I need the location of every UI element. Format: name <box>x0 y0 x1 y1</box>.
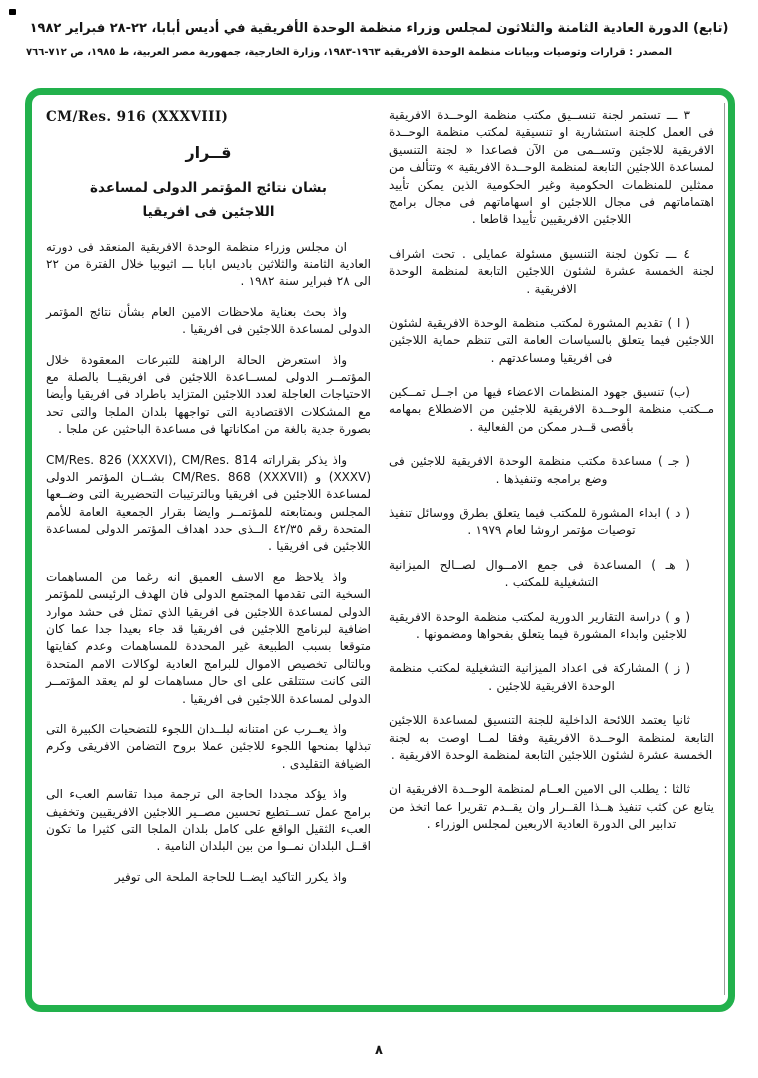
two-column-layout <box>46 105 714 997</box>
paragraph: واذ يذكر بقراراته CM/Res. 826 (XXXVI), CM/Res. 814 (XXXV) و CM/Res. 868 (XXXVII) بشــان المؤتمر الدولى لمساعدة اللاجئين فى افريقيا وبالترتيبات التحضيرية التى وضــعها المجلس وبمتابعته للمؤتمــر وايضا بقرار الجمعية العامة للأمم المتحدة رقم ٤٢/٣٥ الــذى حدد اهداف المؤتمر الدولى لمساعدة اللاجئين فى افريقيا . <box>46 452 371 554</box>
resolution-id: CM/Res. 916 (XXXVIII) <box>46 109 229 125</box>
paragraph: واذ بحث بعناية ملاحظات الامين العام بشأن نتائج المؤتمر الدولى لمساعدة اللاجئين فى افريقيا . <box>46 304 371 337</box>
paragraph: ( ا ) تقديم المشورة لمكتب منظمة الوحدة الافريقية لشئون اللاجئين فيما يتعلق بالسياسات العامة التى تنظم حماية اللاجئين فى افريقيا ومساعدتهم . <box>389 315 714 365</box>
page-number: ٨ <box>375 1043 383 1058</box>
scan-edge-line <box>724 103 725 995</box>
resolution-title: قــرار <box>185 143 232 162</box>
paragraph: ( د ) ابداء المشورة للمكتب فيما يتعلق بطرق ووسائل تنفيذ توصيات مؤتمر اروشا لعام ١٩٧٩ . <box>389 506 690 538</box>
column-left-resolution-start <box>46 105 371 997</box>
page-footer <box>0 1039 758 1058</box>
paragraph: ان مجلس وزراء منظمة الوحدة الافريقية المنعقد فى دورته العادية الثامنة والثلاثين باديس ابابا ـــ اثيوبيا خلال الفترة من ٢٢ الى ٢٨ فبراير سنة ١٩٨٢ . <box>46 239 371 289</box>
header-session-title: (تابع) الدورة العادية الثامنة والثلاثون لمجلس وزراء منظمة الوحدة الأفريقية في أديس أبابا، ٢٢-٢٨ فبراير ١٩٨٢ <box>29 21 729 36</box>
paragraph: واذ يؤكد مجددا الحاجة الى ترجمة مبدا تقاسم العبء الى برامج عمل تســتطيع تحسين مصــير اللاجئين الافريقيين وتخفيف العبء الثقيل الواقع على كامل بلدان الملجا التى كثيرا ما تكون اقــل البلدان نمــوا من بين البلدان النامية . <box>46 787 371 854</box>
paragraph: واذ يعــرب عن امتنانه لبلــدان اللجوء للتضحيات الكبيرة التى تبذلها بمنحها اللجوء للاجئين عملا بروح التضامن الافريقى وكرم الضيافة التقليدى . <box>46 721 371 771</box>
paragraph: واذ يكرر التاكيد ايضــا للحاجة الملحة الى توفير <box>114 869 347 884</box>
paragraph: ٤ ـــ تكون لجنة التنسيق مسئولة عمايلى . تحت اشراف لجنة الخمسة عشرة لشئون اللاجئين التابعة لمنظمة الوحدة الافريقية . <box>389 246 714 296</box>
resolution-subtitle <box>46 176 371 225</box>
paragraph: واذ يلاحظ مع الاسف العميق انه رغما من المساهمات السخية التى تقدمها المجتمع الدولى فان الهدف الرئيسى للمؤتمر الدولى لمساعدة اللاجئين فى افريقيا الذي تمثل فى حشد موارد اضافية لبرنامج اللاجئين فى افريقيا قد جاء بعيدا جدا عما كان متوقعا بسبب الطبيعة غير المحددة للمساهمات وعدم كفايتها وبالتالى تخصيص الاموال للبرامج العادية لوكالات الامم المتحدة التى كانت ستتلقى على اى حال مساهمات لو لم يعقد المؤتمــر الدولى لمساعدة اللاجئين فى افريقيا . <box>46 569 371 706</box>
paragraph: (ب) تنسيق جهود المنظمات الاعضاء فيها من اجــل تمــكين مــكتب منظمة الوحــدة الافريقية للاجئين من الاضطلاع بمهامه بأقصى قــدر ممكن من الفعالية . <box>389 385 714 434</box>
resolution-body <box>46 239 371 887</box>
scan-artifact-dot <box>9 9 16 15</box>
document-frame <box>25 88 735 1012</box>
paragraph: ٣ ـــ تستمر لجنة تنســيق مكتب منظمة الوحــدة الافريقية فى العمل كلجنة استشارية او تنسيقية لمكتب منظمة الوحــدة الافريقية للاجئين وتســمى من الآن فصاعدا « لجنة التنسيق لمساعدة اللاجئين التابعة لمنظمة الوحــدة الافريقية » وتتألف من ممثلين للمنظمات الحكومية وغير الحكومية الذين يمكن تأييد اهتماماتهم فى مجال اللاجئين او اسهاماتهم فى مجال برامج اللاجئين الافريقيين تأييدا قاطعا . <box>389 108 714 227</box>
paragraph: ( و ) دراسة التقارير الدورية لمكتب منظمة الوحدة الافريقية للاجئين وابداء المشورة فيما يتعلق بفحواها ومضمونها . <box>389 609 690 641</box>
paragraph: ثالثا : يطلب الى الامين العــام لمنظمة الوحــدة الافريقية ان يتابع عن كثب تنفيذ هــذا القــرار وان يقــدم تقريرا عما اتخذ من تدابير الى الدورة العادية الاربعين لمجلس الوزراء . <box>389 782 714 832</box>
resolution-subtitle-line1: بشان نتائج المؤتمر الدولى لمساعدة <box>90 180 327 196</box>
page-header <box>26 20 732 60</box>
paragraph: ( ز ) المشاركة فى اعداد الميزانية التشغيلية لمكتب منظمة الوحدة الافريقية للاجئين . <box>389 661 690 693</box>
paragraph: ( هـ ) المساعدة فى جمع الامــوال لصــالح الميزانية التشغيلية للمكتب . <box>389 557 690 590</box>
paragraph: ثانيا يعتمد اللائحة الداخلية للجنة التنسيق لمساعدة اللاجئين التابعة لمنظمة الوحــدة الافريقية وفقا لمــا اوصت به لجنة الخمسة عشرة لشئون اللاجئين التابعة لمنظمة الوحدة الافريقية . <box>389 713 714 762</box>
paragraph: واذ استعرض الحالة الراهنة للتبرعات المعقودة خلال المؤتمــر الدولى لمســاعدة اللاجئين فى افريقيــا بالصلة مع الاحتياجات العاجلة لعدد اللاجئين المتزايد باطراد فى افريقيا وأيضا مع المشكلات الاقتصادية التى تواجهها بلدان الملجا والتى تحد بصورة جدية بالغة من امكاناتها فى مساعدة الباحثين عن ملجا . <box>46 352 371 437</box>
paragraph: ( جـ ) مساعدة مكتب منظمة الوحدة الافريقية للاجئين فى وضع برامجه وتنفيذها . <box>389 454 690 486</box>
column-right-continuation <box>389 105 714 997</box>
header-source-citation: المصدر : قرارات وتوصيات وبيانات منظمة الوحدة الأفريقية ١٩٦٣-١٩٨٣، وزارة الخارجية، جمهورية مصر العربية، ط ١٩٨٥، ص ٧١٢-٧٦٦ <box>26 47 673 59</box>
resolution-subtitle-line2: اللاجئين فى افريقيا <box>142 204 275 221</box>
